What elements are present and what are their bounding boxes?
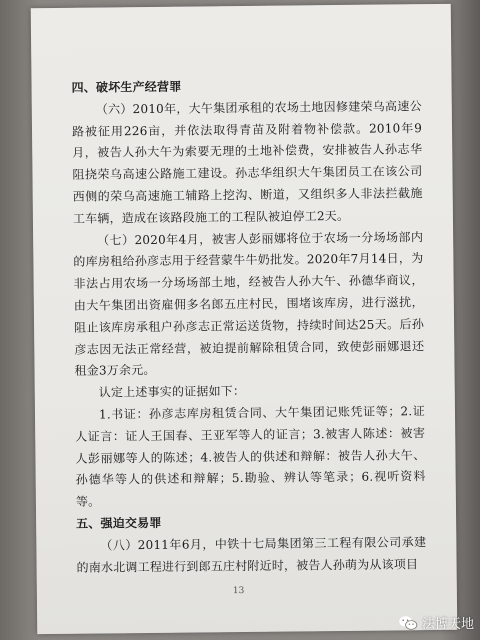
wechat-icon — [398, 615, 418, 631]
section-heading-5: 五、强迫交易罪 — [76, 515, 162, 531]
evidence-intro: 认定上述事实的证据如下： — [98, 384, 246, 400]
paragraph-8: （八）2011年6月，中铁十七局集团第三工程有限公司承建的南水北调工程进行到郎五庄村附近时，被告人孙萌为从该项目 — [76, 534, 427, 575]
paragraph-6: （六）2010年，大午集团承租的农场土地因修建荣乌高速公路被征用226亩，并依法取得青苗及附着物补偿款。2010年9月，被告人孙大午为索要无理的土地补偿费，安排被告人孙志华阻挠荣乌高速公路施工建设。孙志华组织大午集团员工在该公司西侧的荣乌高速施工辅路上挖沟、断道，又组织多人非法拦截施工车辆，造成在该路段施工的工程队被迫停工2天。 — [71, 98, 423, 226]
page-number: 13 — [232, 586, 245, 597]
evidence-list: 1.书证：孙彦志库房租赁合同、大午集团记账凭证等；2.证人证言：证人王国春、王亚军等人的证言；3.被害人陈述：被害人彭丽娜等人的陈述；4.被告人的供述和辩解：被告人孙大午、孙德华等人的供述和辩解；5.勘验、辨认等笔录；6.视听资料等。 — [75, 404, 426, 509]
document-body — [71, 74, 426, 579]
section-heading-4: 四、破坏生产经营罪 — [71, 79, 182, 95]
paragraph-7: （七）2020年4月，被害人彭丽娜将位于农场一分场场部内的库房租给孙彦志用于经营蒙牛牛奶批发。2020年7月14日，为非法占用农场一分场场部土地，经被告人孙大午、孙德华商议，由大午集团出资雇佣多名郎五庄村民，围堵该库房，进行滋扰，阻止该库房承租户孙彦志正常运送货物，持续时间达25天。后孙彦志因无法正常经营，被迫提前解除租赁合同，致使彭丽娜退还租金3万余元。 — [73, 229, 425, 379]
watermark — [398, 613, 474, 632]
watermark-text: 法博天地 — [421, 617, 474, 632]
document-page — [31, 4, 458, 634]
